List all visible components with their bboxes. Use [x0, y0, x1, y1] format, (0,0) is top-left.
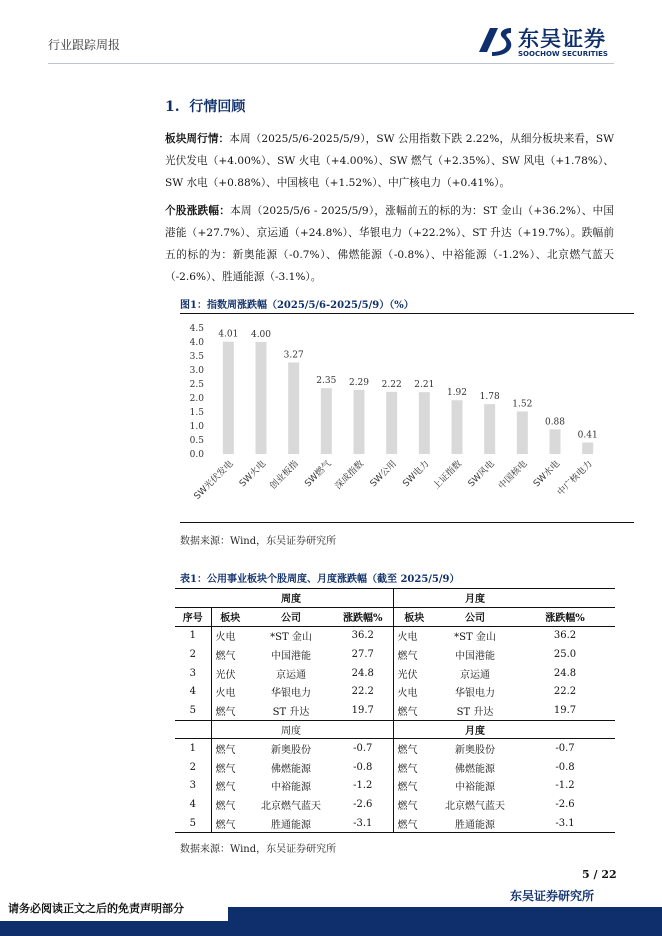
x-tick-label: SW公用	[368, 459, 399, 490]
cell-m-company: *ST 金山	[454, 632, 496, 644]
x-tick-label: 上证指数	[431, 459, 465, 492]
cell-m-company: 新奥股份	[455, 745, 495, 757]
cell-m-sector: 燃气	[393, 814, 435, 833]
bar	[484, 404, 495, 454]
cell-w-company: ST 升达	[249, 701, 333, 720]
col-month-sector: 板块	[393, 607, 435, 626]
cell-w-sector: 燃气	[211, 739, 249, 758]
x-tick-label: SW燃气	[303, 459, 334, 490]
cell-w-sector: 燃气	[211, 758, 249, 777]
cell-m-sector: 燃气	[393, 795, 435, 814]
table1-caption: 表1：公用事业板块个股周度、月度涨跌幅（截至 2025/5/9）	[180, 574, 460, 585]
y-axis	[190, 324, 205, 460]
month-group-header: 月度	[435, 589, 515, 608]
bar-value-label: 1.52	[512, 399, 533, 410]
cell-w-change: -3.1	[333, 814, 393, 833]
y-tick-label: 1.5	[189, 408, 204, 418]
cell-w-company: 佛燃能源	[271, 763, 311, 775]
logo-english-name: SOOCHOW SECURITIES	[518, 50, 608, 58]
bar	[550, 429, 561, 454]
bar-value-label: 0.88	[544, 417, 566, 428]
table-row	[175, 795, 615, 814]
table-row	[175, 626, 615, 645]
sector-weekly-paragraph	[165, 128, 614, 194]
x-tick-label: SW风电	[466, 459, 497, 490]
cell-m-company: ST 升达	[435, 701, 515, 720]
col-week-sector: 板块	[211, 607, 249, 626]
figure1-bottom-rule	[180, 522, 634, 523]
cell-w-sector: 火电	[211, 682, 249, 701]
cell-w-change: 27.7	[351, 648, 374, 660]
x-tick-label: SW电力	[401, 459, 432, 490]
cell-m-sector: 光伏	[393, 664, 435, 683]
x-tick-labels-group	[191, 458, 595, 502]
cell-m-change: -0.7	[555, 743, 575, 755]
col-no: 序号	[175, 607, 211, 626]
cell-m-company: 中裕能源	[455, 782, 495, 794]
cell-m-sector: 燃气	[393, 645, 435, 664]
bar-value-label: 2.21	[414, 380, 435, 391]
cell-no: 1	[189, 630, 196, 642]
cell-m-company: 佛燃能源	[455, 763, 495, 775]
x-tick-label: SW光伏发电	[192, 459, 236, 502]
cell-m-change: 24.8	[553, 667, 577, 679]
cell-m-sector: 燃气	[393, 701, 435, 720]
cell-w-company: 胜通能源	[249, 814, 333, 833]
x-tick-label: SW火电	[237, 459, 269, 490]
cell-w-company: 中裕能源	[271, 782, 311, 794]
cell-m-company: 胜通能源	[435, 814, 515, 833]
bar-value-label: 2.22	[381, 379, 402, 390]
cell-m-sector: 火电	[393, 682, 435, 701]
bar	[354, 390, 365, 454]
table-row	[175, 776, 615, 795]
table-row	[175, 664, 615, 683]
bar-value-label: 0.41	[577, 430, 598, 441]
table1-source: 数据来源：Wind，东吴证券研究所	[180, 844, 337, 855]
cell-m-change: -3.1	[515, 814, 615, 833]
bar	[452, 400, 463, 454]
cell-m-sector: 火电	[393, 626, 435, 645]
cell-m-company: 北京燃气蓝天	[445, 801, 505, 813]
bar-value-label: 3.27	[283, 350, 304, 361]
bar-value-label: 4.00	[250, 330, 272, 340]
cell-no: 3	[189, 780, 196, 792]
cell-w-sector: 光伏	[211, 664, 249, 683]
col-week-change: 涨跌幅%	[333, 607, 393, 626]
y-tick-label: 1.0	[189, 422, 204, 432]
cell-no: 4	[189, 686, 196, 698]
col-week-company: 公司	[249, 607, 333, 626]
y-tick-label: 2.0	[189, 394, 204, 404]
col-month-change: 涨跌幅%	[515, 607, 615, 626]
bar	[386, 392, 397, 454]
cell-no: 4	[189, 799, 196, 811]
cell-m-change: 22.2	[553, 686, 577, 698]
y-tick-label: 0.0	[189, 450, 204, 460]
cell-no: 2	[189, 648, 196, 660]
table-row	[175, 758, 615, 777]
cell-m-sector: 燃气	[393, 758, 435, 777]
bar	[223, 342, 234, 454]
table-row	[175, 739, 615, 758]
cell-no: 2	[189, 761, 196, 773]
month-group-header-2: 月度	[435, 720, 515, 739]
cell-w-sector: 燃气	[211, 795, 249, 814]
cell-m-company: 京运通	[460, 669, 490, 681]
logo-chinese-name: 东吴证券	[518, 27, 606, 51]
table-row	[175, 701, 615, 720]
footer-disclaimer: 请务必阅读正文之后的免责声明部分	[8, 902, 184, 915]
x-tick-label: 创业板指	[268, 459, 301, 492]
cell-w-company: 新奥股份	[271, 745, 311, 757]
footer-org: 东吴证券研究所	[510, 889, 595, 903]
cell-m-change: -2.6	[555, 799, 575, 811]
bar-value-label: 1.78	[479, 392, 500, 403]
value-labels-group	[218, 330, 597, 441]
cell-w-change: -2.6	[353, 799, 373, 811]
y-tick-label: 0.5	[189, 436, 204, 446]
bar-value-label: 2.29	[348, 377, 370, 388]
y-tick-label: 4.5	[189, 324, 204, 334]
cell-w-change: 22.2	[351, 686, 374, 698]
cell-w-company: *ST 金山	[270, 632, 312, 644]
cell-m-change: 19.7	[515, 701, 615, 720]
index-weekly-change-chart	[180, 316, 634, 522]
cell-w-sector: 燃气	[211, 701, 249, 720]
cell-m-company: 中国港能	[455, 650, 495, 662]
para2-lead: 个股涨跌幅：	[165, 205, 231, 217]
cell-w-sector: 燃气	[211, 645, 249, 664]
cell-w-change: -0.7	[353, 743, 373, 755]
x-tick-label: SW水电	[531, 459, 563, 490]
cell-m-change: -1.2	[555, 780, 575, 792]
bar	[419, 392, 430, 454]
cell-w-company: 京运通	[276, 669, 306, 681]
cell-m-change: 36.2	[553, 630, 577, 642]
table-row	[175, 682, 615, 701]
report-type-label: 行业跟踪周报	[48, 38, 121, 52]
x-tick-label: 深成指数	[333, 459, 367, 492]
y-tick-label: 3.5	[189, 352, 204, 362]
cell-m-sector: 燃气	[393, 739, 435, 758]
page-number: 5 / 22	[582, 868, 617, 881]
bar	[321, 388, 332, 454]
table-row	[175, 645, 615, 664]
bar	[517, 411, 528, 454]
cell-no: 3	[189, 667, 196, 679]
bar	[256, 342, 267, 454]
y-tick-label: 4.0	[189, 338, 204, 348]
header-divider	[48, 63, 614, 64]
figure1-source: 数据来源：Wind，东吴证券研究所	[180, 536, 337, 547]
para2-text: 本周（2025/5/6 - 2025/5/9），涨幅前五的标的为：ST 金山（+36.2%）、中国港能（+27.7%）、京运通（+24.8%）、华银电力（+22.2%）、ST 升达（+19.7%）。跌幅前五的标的为：新奥能源（-0.7%）、佛燃能源（-0.8%）、中裕能源（-1.2%）、北京燃气蓝天（-2.6%）、胜通能源（-3.1%）。	[165, 205, 615, 283]
stock-change-paragraph	[165, 200, 614, 288]
top-gainers-body	[175, 626, 615, 720]
week-group-header: 周度	[249, 589, 333, 608]
cell-m-sector: 燃气	[393, 776, 435, 795]
bars-group	[223, 342, 593, 454]
top-losers-body	[175, 739, 615, 833]
bar-value-label: 2.35	[316, 376, 337, 387]
week-group-header-2: 周度	[249, 720, 333, 739]
stock-change-table	[175, 588, 615, 833]
y-tick-label: 2.5	[189, 380, 204, 390]
x-tick-label: 中国核电	[496, 459, 530, 492]
y-tick-label: 3.0	[189, 366, 204, 376]
cell-w-sector: 燃气	[211, 814, 249, 833]
para1-text: 本周（2025/5/6-2025/5/9），SW 公用指数下跌 2.22%，从细分板块来看，SW 光伏发电（+4.00%）、SW 火电（+4.00%）、SW 燃气（+2.35%）、SW 风电（+1.78%）、SW 水电（+0.88%）、中国核电（+1.52%）、中广核电力（+0.41%）。	[165, 133, 614, 189]
cell-m-change: 25.0	[553, 648, 577, 660]
section-title: 1. 行情回顾	[165, 99, 246, 115]
bar-value-label: 4.01	[218, 329, 239, 340]
brand-logo	[476, 22, 626, 62]
col-month-company: 公司	[435, 607, 515, 626]
cell-w-company: 华银电力	[271, 688, 311, 700]
bar	[582, 443, 593, 454]
figure1-caption: 图1：指数周涨跌幅（2025/5/6-2025/5/9）（%）	[180, 300, 414, 311]
cell-w-change: 24.8	[351, 667, 374, 679]
table-row	[175, 814, 615, 833]
cell-m-company: 华银电力	[455, 688, 495, 700]
cell-w-change: -1.2	[353, 780, 373, 792]
cell-no: 5	[175, 814, 211, 833]
cell-w-sector: 燃气	[211, 776, 249, 795]
soochow-logo-icon	[476, 22, 514, 58]
x-tick-label: 中广核电力	[555, 459, 595, 498]
bar	[288, 362, 299, 454]
cell-w-change: -0.8	[353, 761, 373, 773]
cell-no: 5	[175, 701, 211, 720]
cell-m-change: -0.8	[555, 761, 575, 773]
cell-w-sector: 火电	[211, 626, 249, 645]
bar-value-label: 1.92	[446, 388, 468, 399]
cell-w-change: 36.2	[351, 630, 374, 642]
cell-w-company: 中国港能	[271, 650, 311, 662]
cell-no: 1	[189, 743, 196, 755]
para1-lead: 板块周行情：	[165, 133, 230, 145]
cell-w-company: 北京燃气蓝天	[261, 801, 321, 813]
figure1-top-rule	[180, 313, 634, 314]
cell-w-change: 19.7	[333, 701, 393, 720]
